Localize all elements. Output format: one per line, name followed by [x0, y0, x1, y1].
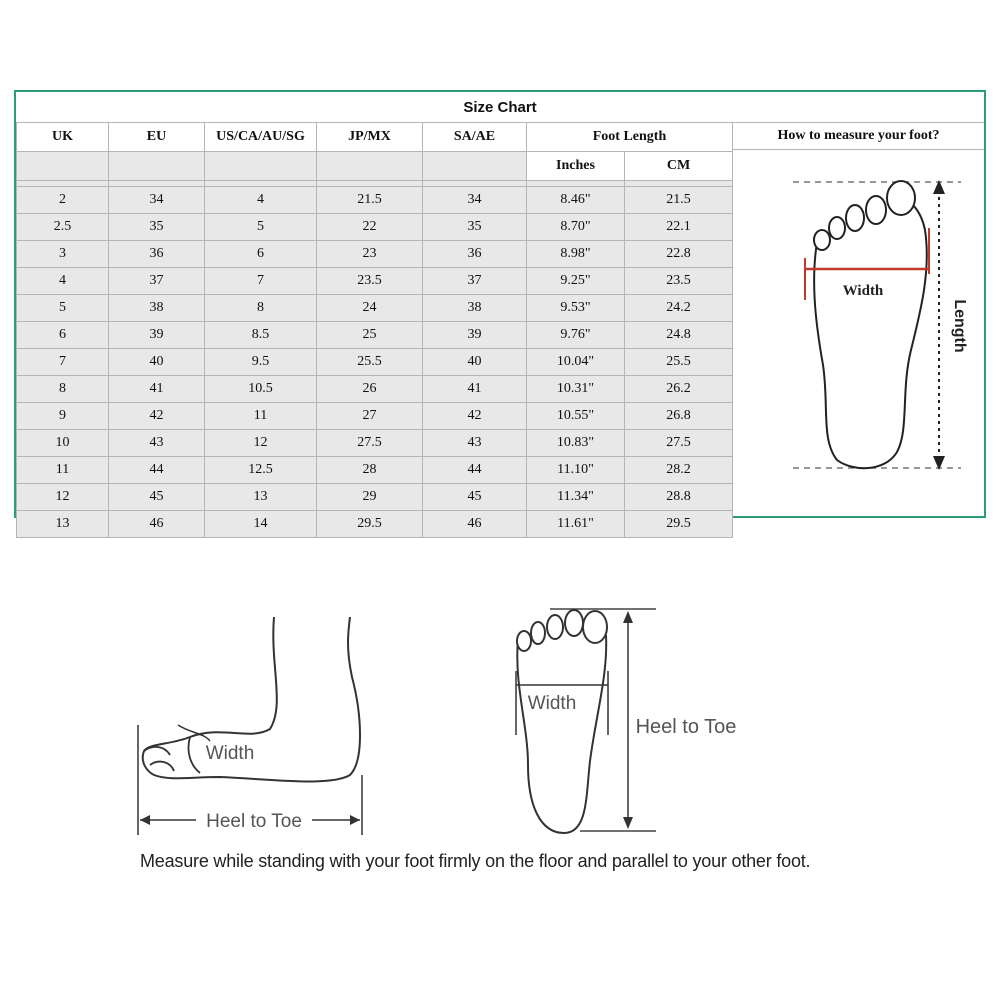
cell-jp: 27 [317, 403, 423, 430]
col-eu: EU [109, 123, 205, 152]
cell-cm: 26.8 [625, 403, 733, 430]
cell-uk: 6 [17, 322, 109, 349]
cell-jp: 22 [317, 214, 423, 241]
cell-inches: 9.25" [527, 268, 625, 295]
col-jp: JP/MX [317, 123, 423, 152]
cell-us: 8 [205, 295, 317, 322]
cell-cm: 23.5 [625, 268, 733, 295]
table-row [17, 241, 733, 268]
table-row [17, 511, 733, 538]
cell-us: 14 [205, 511, 317, 538]
col-inches: Inches [527, 152, 625, 181]
cell-sa: 35 [423, 214, 527, 241]
cell-us: 10.5 [205, 376, 317, 403]
cell-us: 4 [205, 187, 317, 214]
foot-sole-diagram [732, 150, 984, 516]
cell-cm: 22.1 [625, 214, 733, 241]
cell-eu: 35 [109, 214, 205, 241]
cell-jp: 24 [317, 295, 423, 322]
col-foot-length: Foot Length [527, 123, 733, 152]
cell-inches: 8.70" [527, 214, 625, 241]
cell-eu: 41 [109, 376, 205, 403]
side-heel-to-toe-label: Heel to Toe [206, 811, 302, 832]
cell-uk: 9 [17, 403, 109, 430]
cell-jp: 27.5 [317, 430, 423, 457]
cell-us: 9.5 [205, 349, 317, 376]
cell-eu: 39 [109, 322, 205, 349]
table-row [17, 403, 733, 430]
cell-cm: 28.8 [625, 484, 733, 511]
cell-uk: 2.5 [17, 214, 109, 241]
cell-eu: 37 [109, 268, 205, 295]
cell-cm: 26.2 [625, 376, 733, 403]
length-label: Length [951, 299, 968, 353]
col-cm: CM [625, 152, 733, 181]
cell-inches: 10.04" [527, 349, 625, 376]
cell-jp: 29 [317, 484, 423, 511]
cell-inches: 10.55" [527, 403, 625, 430]
table-row [17, 322, 733, 349]
cell-cm: 28.2 [625, 457, 733, 484]
cell-inches: 11.61" [527, 511, 625, 538]
foot-top-icon [516, 609, 736, 833]
cell-eu: 43 [109, 430, 205, 457]
side-width-label: Width [205, 743, 255, 764]
cell-uk: 10 [17, 430, 109, 457]
col-us: US/CA/AU/SG [205, 123, 317, 152]
cell-jp: 25.5 [317, 349, 423, 376]
cell-us: 6 [205, 241, 317, 268]
cell-sa: 37 [423, 268, 527, 295]
cell-uk: 2 [17, 187, 109, 214]
cell-uk: 7 [17, 349, 109, 376]
foot-side-icon [138, 617, 362, 835]
size-chart [14, 90, 986, 531]
col-sa: SA/AE [423, 123, 527, 152]
cell-cm: 25.5 [625, 349, 733, 376]
cell-uk: 13 [17, 511, 109, 538]
cell-cm: 24.2 [625, 295, 733, 322]
cell-inches: 11.10" [527, 457, 625, 484]
cell-inches: 10.31" [527, 376, 625, 403]
cell-eu: 34 [109, 187, 205, 214]
cell-jp: 28 [317, 457, 423, 484]
cell-inches: 8.98" [527, 241, 625, 268]
table-row [17, 214, 733, 241]
table-row [17, 349, 733, 376]
cell-cm: 24.8 [625, 322, 733, 349]
cell-us: 11 [205, 403, 317, 430]
cell-sa: 36 [423, 241, 527, 268]
cell-us: 12 [205, 430, 317, 457]
cell-eu: 46 [109, 511, 205, 538]
cell-us: 13 [205, 484, 317, 511]
foot-sole-icon [733, 150, 983, 516]
measure-instruction: Measure while standing with your foot firmly on the floor and parallel to your other foot. [140, 851, 811, 871]
cell-cm: 29.5 [625, 511, 733, 538]
cell-uk: 3 [17, 241, 109, 268]
cell-cm: 27.5 [625, 430, 733, 457]
cell-jp: 21.5 [317, 187, 423, 214]
cell-sa: 39 [423, 322, 527, 349]
table-row [17, 484, 733, 511]
measure-guide-drawing [40, 565, 960, 895]
table-row [17, 430, 733, 457]
cell-inches: 8.46" [527, 187, 625, 214]
cell-us: 8.5 [205, 322, 317, 349]
cell-uk: 4 [17, 268, 109, 295]
cell-jp: 29.5 [317, 511, 423, 538]
cell-us: 7 [205, 268, 317, 295]
table-row [17, 268, 733, 295]
cell-cm: 21.5 [625, 187, 733, 214]
cell-sa: 42 [423, 403, 527, 430]
cell-eu: 36 [109, 241, 205, 268]
cell-jp: 25 [317, 322, 423, 349]
table-row [17, 457, 733, 484]
cell-sa: 46 [423, 511, 527, 538]
width-label: Width [842, 283, 884, 299]
cell-eu: 45 [109, 484, 205, 511]
col-uk: UK [17, 123, 109, 152]
chart-title: Size Chart [16, 92, 984, 123]
measure-guide [40, 565, 960, 895]
top-heel-to-toe-label: Heel to Toe [635, 716, 737, 738]
top-width-label: Width [527, 693, 577, 714]
cell-eu: 44 [109, 457, 205, 484]
cell-sa: 45 [423, 484, 527, 511]
cell-eu: 38 [109, 295, 205, 322]
cell-uk: 12 [17, 484, 109, 511]
cell-inches: 9.76" [527, 322, 625, 349]
cell-sa: 41 [423, 376, 527, 403]
cell-jp: 26 [317, 376, 423, 403]
cell-uk: 8 [17, 376, 109, 403]
size-table [16, 122, 733, 538]
cell-uk: 11 [17, 457, 109, 484]
header-row [17, 123, 733, 152]
cell-sa: 38 [423, 295, 527, 322]
subheader-row [17, 152, 733, 181]
table-row [17, 295, 733, 322]
cell-jp: 23.5 [317, 268, 423, 295]
cell-sa: 44 [423, 457, 527, 484]
cell-inches: 9.53" [527, 295, 625, 322]
cell-eu: 40 [109, 349, 205, 376]
cell-cm: 22.8 [625, 241, 733, 268]
cell-sa: 40 [423, 349, 527, 376]
cell-us: 12.5 [205, 457, 317, 484]
cell-inches: 10.83" [527, 430, 625, 457]
cell-inches: 11.34" [527, 484, 625, 511]
cell-jp: 23 [317, 241, 423, 268]
cell-us: 5 [205, 214, 317, 241]
cell-sa: 43 [423, 430, 527, 457]
cell-sa: 34 [423, 187, 527, 214]
cell-eu: 42 [109, 403, 205, 430]
how-to-measure-heading: How to measure your foot? [732, 122, 984, 150]
cell-uk: 5 [17, 295, 109, 322]
table-row [17, 187, 733, 214]
table-row [17, 376, 733, 403]
